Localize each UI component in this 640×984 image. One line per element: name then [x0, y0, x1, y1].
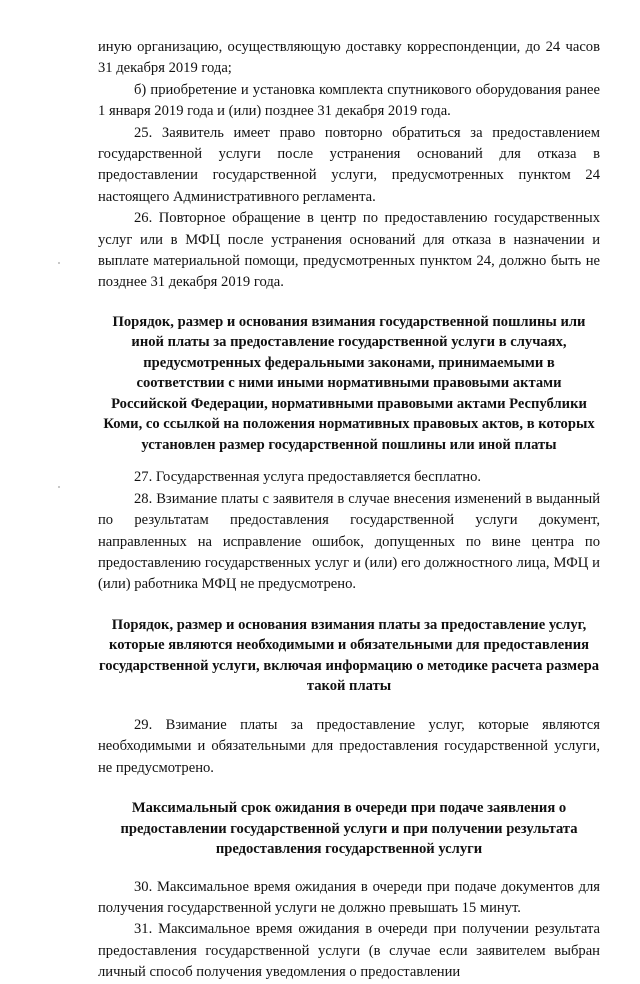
paragraph-25: 25. Заявитель имеет право повторно обратиться за предоставлением государственной услуги после устранения оснований для отказа в предоставлении государственной услуги, предусмотренных пунктом 24 настоящего Административного регламента. [98, 124, 600, 205]
section-heading-queue-time: Максимальный срок ожидания в очереди при подаче заявления о предоставлении государственной услуги и при получении результата предоставления государственной услуги [120, 800, 578, 858]
margin-dot [58, 262, 60, 264]
section-heading-service-fees: Порядок, размер и основания взимания платы за предоставление услуг, которые являются необходимыми и обязательными для предоставления государственной услуги, включая информацию о методике расчета размера такой платы [98, 616, 600, 695]
paragraph-30: 30. Максимальное время ожидания в очереди при подаче документов для получения государственной услуги не должно превышать 15 минут. [98, 878, 600, 916]
paragraph-28: 28. Взимание платы с заявителя в случае внесения изменений в выданный по результатам предоставления государственной услуги документ, направленных на исправление ошибок, допущенных по вине центра по предоставлению государственных услуг и (или) его должностного лица, МФЦ и (или) работника МФЦ не предусмотрено. [98, 490, 600, 593]
paragraph-29: 29. Взимание платы за предоставление услуг, которые являются необходимыми и обязательными для предоставления государственной услуги, не предусмотрено. [98, 716, 600, 776]
section-heading-fees: Порядок, размер и основания взимания государственной пошлины или иной платы за предоставление государственной услуги в случаях, предусмотренных федеральными законами, принимаемыми в соответствии с ними иными нормативными правовыми актами Российской Федерации, нормативными правовыми актами Республики Коми, со ссылкой на положения нормативных правовых актов, в которых установлен размер государственной пошлины или иной платы [103, 313, 595, 453]
paragraph-26: 26. Повторное обращение в центр по предоставлению государственных услуг или в МФЦ после устранения оснований для отказа в назначении и выплате материальной помощи, предусмотренных пунктом 24, должно быть не позднее 31 декабря 2019 года. [98, 210, 600, 291]
paragraph-31: 31. Максимальное время ожидания в очереди при получении результата предоставления государственной услуги (в случае если заявителем выбран личный способ получения уведомления о предоставлении [98, 921, 600, 981]
margin-dot [58, 486, 60, 488]
paragraph-27: 27. Государственная услуга предоставляется бесплатно. [134, 469, 482, 486]
paragraph-item-b: б) приобретение и установка комплекта спутникового оборудования ранее 1 января 2019 года и (или) позднее 31 декабря 2019 года. [98, 81, 600, 120]
paragraph-continuation: иную организацию, осуществляющую доставку корреспонденции, до 24 часов 31 декабря 2019 года; [98, 39, 600, 77]
